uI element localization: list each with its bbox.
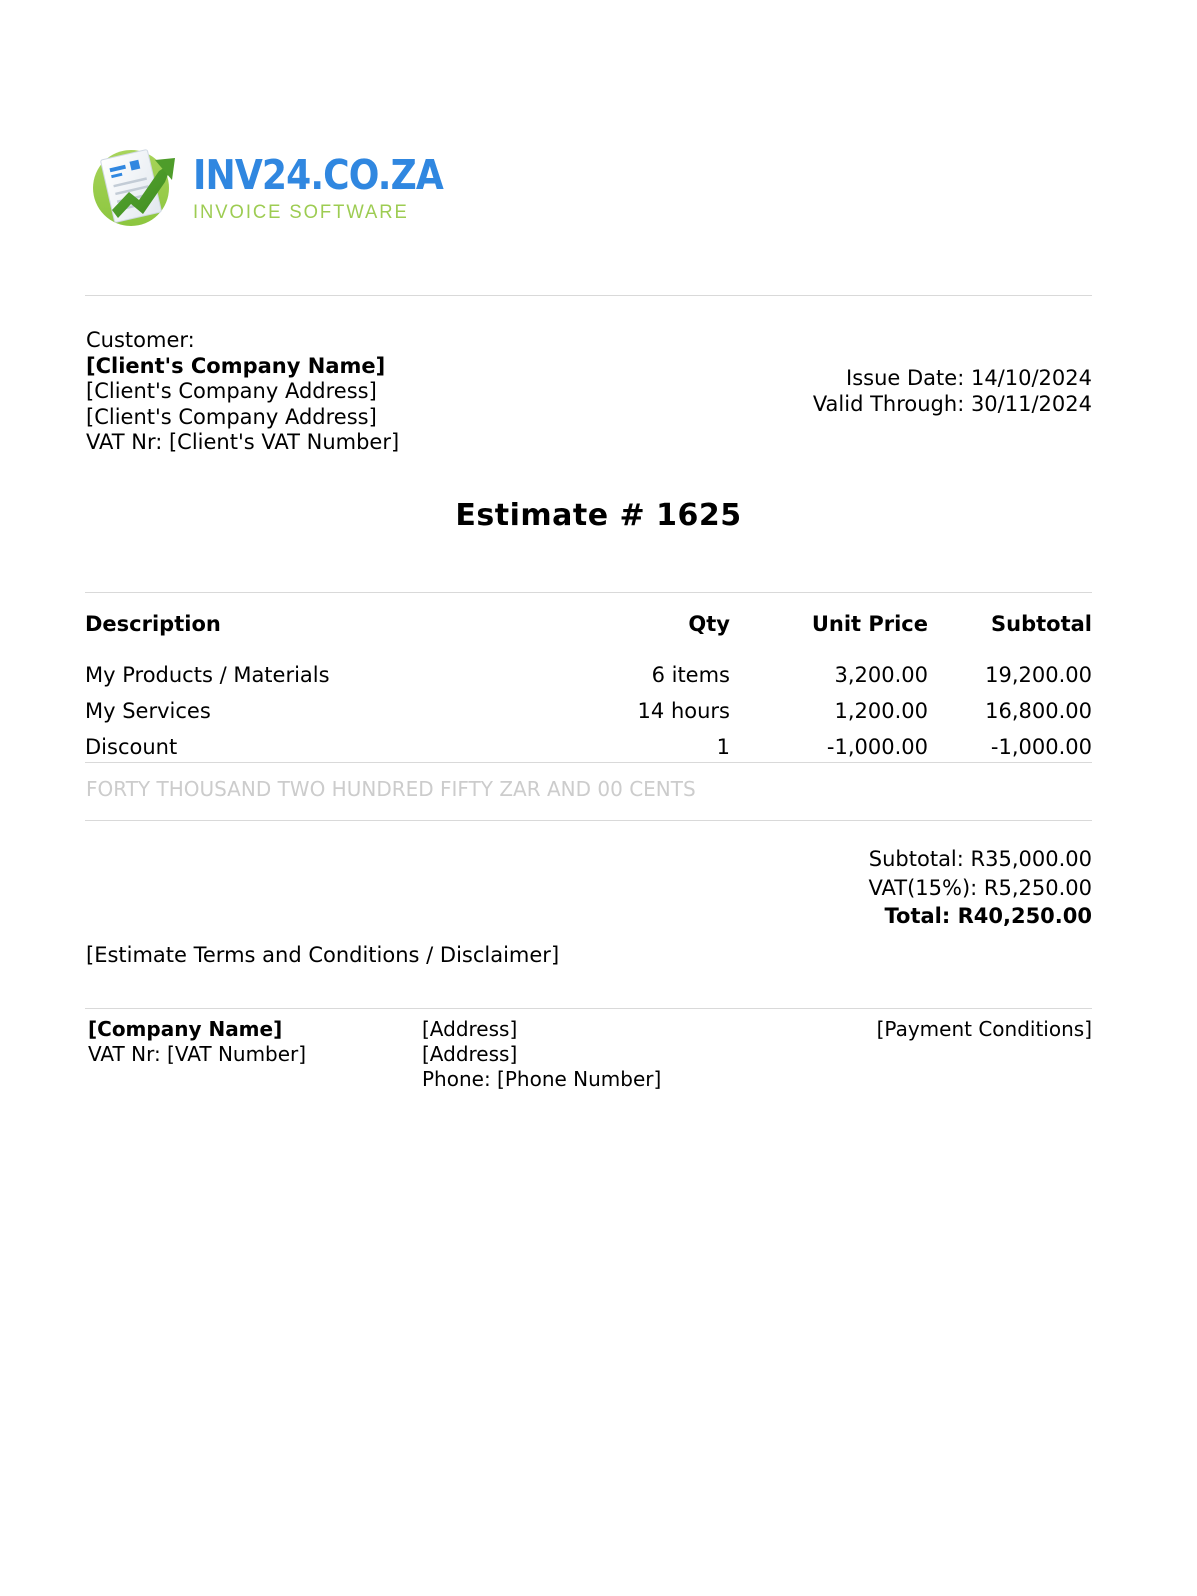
- cell-subtotal: 16,800.00: [985, 699, 1092, 723]
- customer-company-name: [Client's Company Name]: [86, 353, 386, 378]
- table-row: [85, 735, 1092, 771]
- cell-unit-price: -1,000.00: [826, 735, 928, 759]
- table-row: [85, 699, 1092, 735]
- brand-subtitle: INVOICE SOFTWARE: [193, 201, 409, 223]
- customer-label: Customer:: [86, 328, 195, 352]
- column-header-qty: Qty: [688, 612, 730, 636]
- cell-unit-price: 3,200.00: [834, 663, 928, 687]
- header-divider: [85, 295, 1092, 296]
- totals-block: [868, 845, 1092, 931]
- column-header-unit-price: Unit Price: [811, 612, 928, 636]
- total-amount: Total: R40,250.00: [884, 904, 1092, 928]
- footer-address-line-2: [Address]: [422, 1042, 518, 1066]
- terms-and-conditions: [Estimate Terms and Conditions / Disclaimer]: [86, 943, 560, 967]
- footer-address-block: [422, 1017, 661, 1092]
- valid-through-date: Valid Through: 30/11/2024: [812, 391, 1092, 416]
- subtotal-amount: Subtotal: R35,000.00: [868, 847, 1092, 871]
- totals-top-divider: [85, 820, 1092, 821]
- column-header-description: Description: [85, 612, 221, 636]
- page-title: Estimate # 1625: [455, 498, 742, 533]
- cell-subtotal: 19,200.00: [985, 663, 1092, 687]
- customer-vat-number: VAT Nr: [Client's VAT Number]: [86, 430, 400, 454]
- footer-phone: Phone: [Phone Number]: [422, 1067, 662, 1091]
- cell-unit-price: 1,200.00: [834, 699, 928, 723]
- cell-qty: 14 hours: [637, 699, 730, 723]
- footer-company-name: [Company Name]: [88, 1017, 283, 1041]
- footer-vat-number: VAT Nr: [VAT Number]: [88, 1042, 307, 1066]
- cell-subtotal: -1,000.00: [990, 735, 1092, 759]
- footer-divider: [85, 1008, 1092, 1009]
- issue-date: Issue Date: 14/10/2024: [846, 366, 1092, 390]
- column-header-subtotal: Subtotal: [991, 612, 1092, 636]
- table-row: [85, 655, 1092, 699]
- brand-title: INV24.CO.ZA: [193, 150, 443, 199]
- document-growth-arrow-icon: [85, 138, 181, 234]
- customer-block: [86, 328, 399, 456]
- footer-company-block: [88, 1017, 306, 1067]
- cell-qty: 1: [716, 735, 730, 759]
- cell-description: My Products / Materials: [85, 663, 330, 687]
- dates-block: [813, 366, 1092, 417]
- vat-amount: VAT(15%): R5,250.00: [868, 875, 1092, 900]
- customer-address-line-1: [Client's Company Address]: [86, 379, 377, 403]
- brand-logo: [85, 138, 477, 234]
- table-header-row: [85, 612, 1092, 655]
- footer-address-line-1: [Address]: [422, 1017, 518, 1041]
- amount-in-words: FORTY THOUSAND TWO HUNDRED FIFTY ZAR AND 00 CENTS: [86, 777, 696, 801]
- line-items-table: [85, 612, 1092, 771]
- footer-payment-conditions: [Payment Conditions]: [876, 1017, 1092, 1041]
- table-top-divider: [85, 592, 1092, 593]
- brand-wordmark: [193, 150, 477, 223]
- cell-description: Discount: [85, 735, 178, 759]
- customer-address-line-2: [Client's Company Address]: [86, 404, 377, 429]
- table-bottom-divider: [85, 762, 1092, 763]
- cell-description: My Services: [85, 699, 211, 723]
- cell-qty: 6 items: [651, 663, 730, 687]
